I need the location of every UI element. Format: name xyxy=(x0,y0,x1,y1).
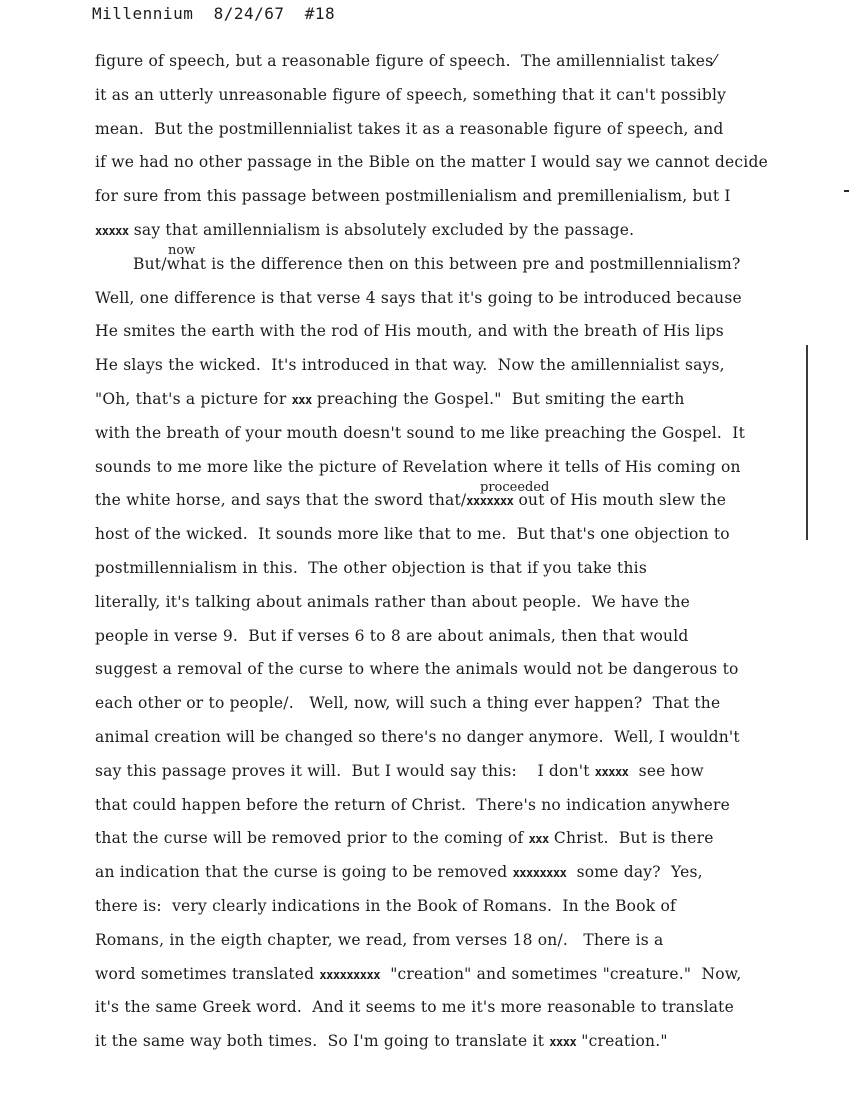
text-line: with the breath of your mouth doesn't sound to me like preaching the Gospel. It xyxy=(95,423,746,442)
text-line: mean. But the postmillennialist takes it as a reasonable figure of speech, and xyxy=(95,119,724,138)
text-line: host of the wicked. It sounds more like that to me. But that's one objection to xyxy=(95,525,730,544)
line-text: Christ. But is there xyxy=(548,829,714,848)
text-line xyxy=(95,965,742,983)
page-header: Millennium 8/24/67 #18 xyxy=(92,4,336,23)
text-line: for sure from this passage between postmillenialism and premillenialism, but I xyxy=(95,187,731,206)
text-line: Romans, in the eigth chapter, we read, from verses 18 on/. There is a xyxy=(95,930,664,949)
inserted-word-now: now xyxy=(168,243,196,258)
line-text: some day? Yes, xyxy=(566,863,703,882)
text-line: it as an utterly unreasonable figure of speech, something that it can't possibly xyxy=(95,85,727,104)
struck-out-text: xxxx xyxy=(549,1035,577,1050)
text-line: it's the same Greek word. And it seems to me it's more reasonable to translate xyxy=(95,998,734,1017)
inserted-word-proceeded: proceeded xyxy=(480,480,550,495)
line-text: say that amillennialism is absolutely excluded by the passage. xyxy=(128,221,635,239)
line-text: out of His mouth slew the xyxy=(513,491,727,510)
struck-out-text: xxxxxxx xyxy=(466,494,514,509)
text-line: Well, one difference is that verse 4 says that it's going to be introduced because xyxy=(95,288,742,307)
text-line: if we had no other passage in the Bible on the matter I would say we cannot decide xyxy=(95,153,768,172)
text-line xyxy=(95,863,703,881)
line-text: that the curse will be removed prior to the coming of xyxy=(95,829,529,848)
line-text: "creation" and sometimes "creature." Now, xyxy=(379,964,742,983)
text-line: suggest a removal of the curse to where the animals would not be dangerous to xyxy=(95,660,739,679)
line-text: preaching the Gospel." But smiting the earth xyxy=(311,390,685,408)
text-line xyxy=(95,829,714,847)
line-text: an indication that the curse is going to be removed xyxy=(95,863,513,882)
struck-out-text: xxx xyxy=(291,393,312,407)
text-line xyxy=(95,221,634,239)
line-text: say this passage proves it will. But I would say this: I don't xyxy=(95,761,595,780)
struck-out-text: xxxxx xyxy=(95,224,129,238)
line-text: "Oh, that's a picture for xyxy=(95,390,292,408)
text-line: He slays the wicked. It's introduced in that way. Now the amillennialist says, xyxy=(95,356,725,375)
text-line: there is: very clearly indications in the Book of Romans. In the Book of xyxy=(95,897,676,915)
struck-out-text: xxxxxxxx xyxy=(512,866,567,881)
text-line xyxy=(95,762,704,780)
line-text: "creation." xyxy=(576,1032,668,1051)
struck-out-text: xxxxxxxxx xyxy=(319,967,380,982)
margin-line xyxy=(806,345,808,540)
text-line xyxy=(95,390,685,408)
text-line xyxy=(95,1032,668,1050)
text-line: He smites the earth with the rod of His mouth, and with the breath of His lips xyxy=(95,322,724,341)
text-line: But/what is the difference then on this between pre and postmillennialism? xyxy=(133,254,741,273)
text-line: sounds to me more like the picture of Revelation where it tells of His coming on xyxy=(95,457,741,476)
text-line: people in verse 9. But if verses 6 to 8 are about animals, then that would xyxy=(95,626,689,645)
text-line: that could happen before the return of Christ. There's no indication anywhere xyxy=(95,795,731,814)
struck-out-text: xxx xyxy=(528,832,549,847)
struck-out-text: xxxxx xyxy=(594,764,629,779)
text-line: animal creation will be changed so there's no danger anymore. Well, I wouldn't xyxy=(95,728,740,746)
line-text: it the same way both times. So I'm going to translate it xyxy=(95,1032,550,1051)
line-text: word sometimes translated xyxy=(95,964,320,983)
line-text: see how xyxy=(628,761,704,780)
text-line xyxy=(95,491,726,509)
line-text: the white horse, and says that the sword that/ xyxy=(95,491,467,510)
margin-tick xyxy=(844,190,849,192)
text-line: each other or to people/. Well, now, will such a thing ever happen? That the xyxy=(95,694,721,713)
text-line: literally, it's talking about animals rather than about people. We have the xyxy=(95,592,691,611)
text-line: postmillennialism in this. The other objection is that if you take this xyxy=(95,559,647,577)
text-line: figure of speech, but a reasonable figure of speech. The amillennialist takes⁄ xyxy=(95,52,717,70)
